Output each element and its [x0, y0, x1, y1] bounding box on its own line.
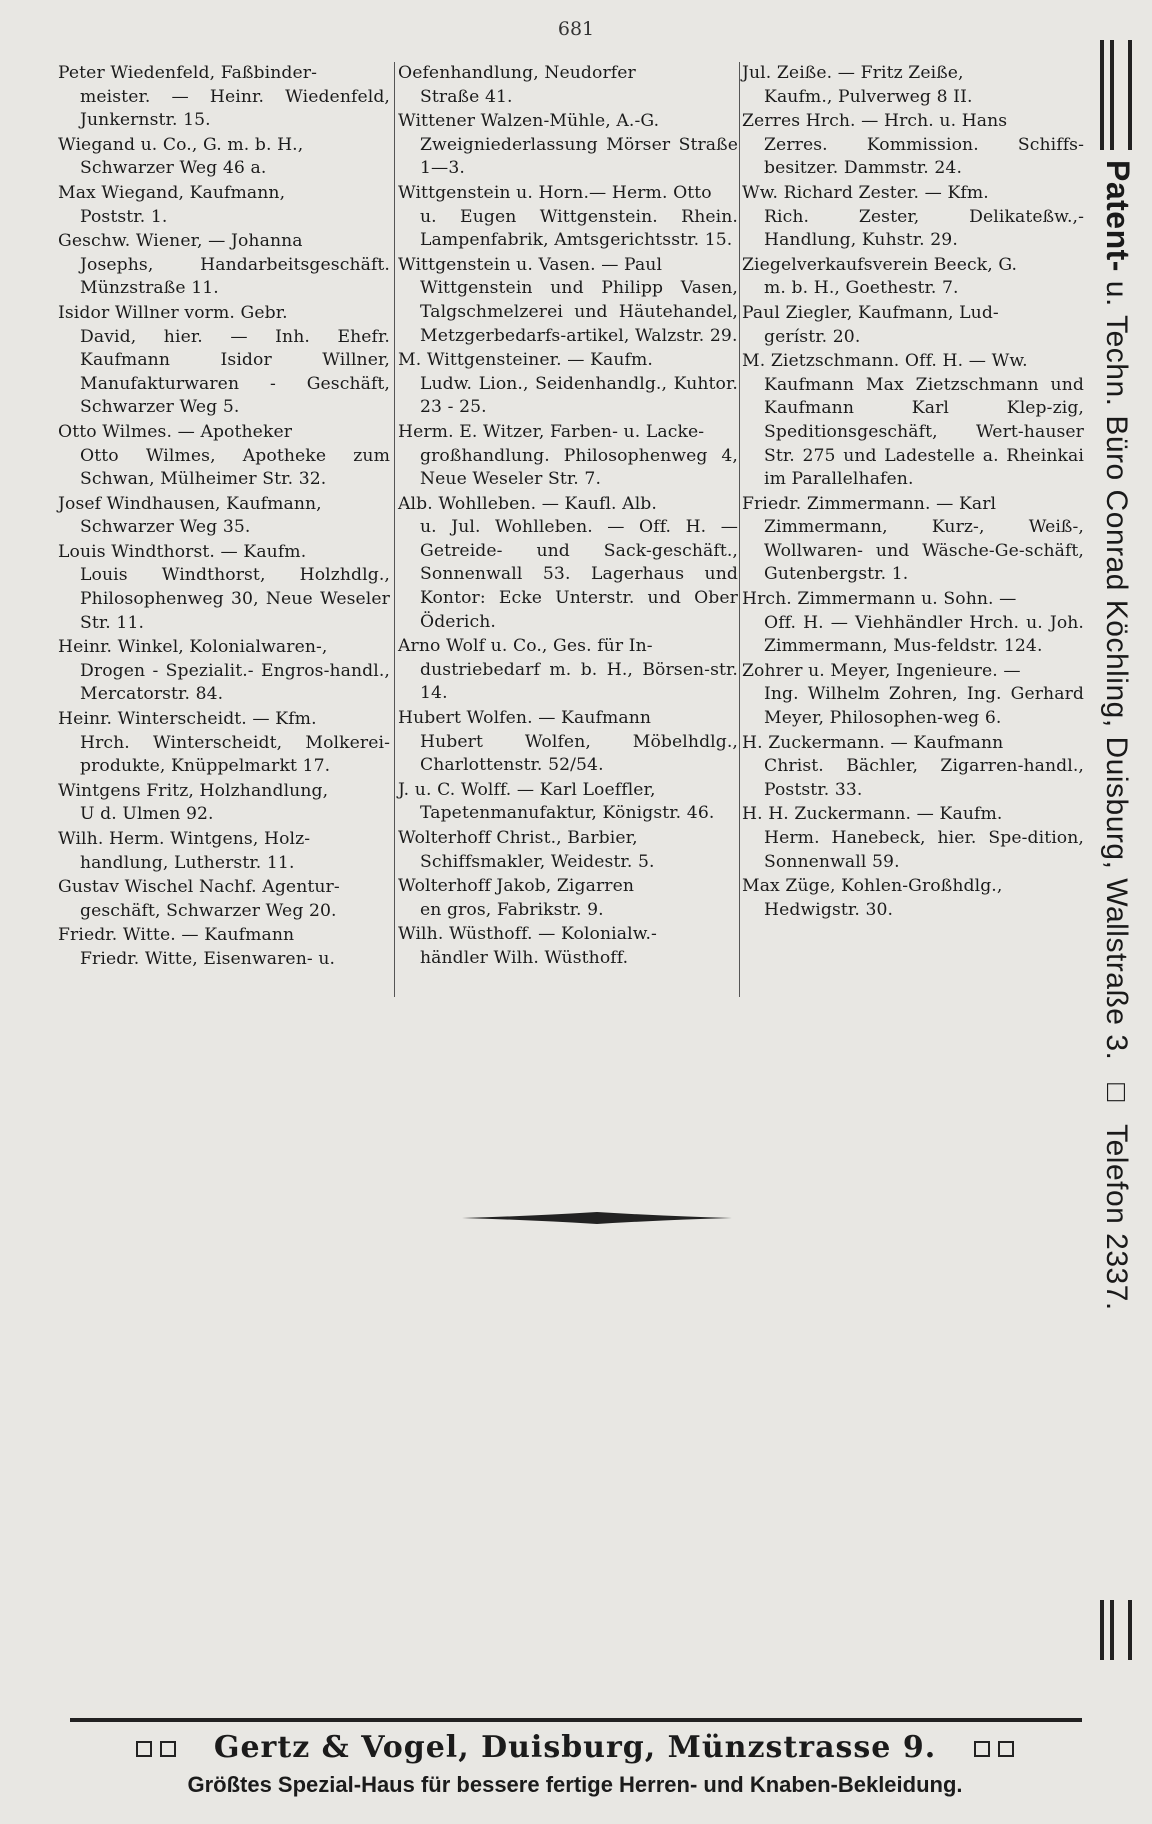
entry-name: Max Wiegand, Kaufmann, — [58, 182, 286, 203]
entry-name: Wolterhoff Christ., Barbier, — [398, 828, 638, 848]
entry-details: Zimmermann, Kurz-, Weiß-, Wollwaren- und Wäsche-Ge-schäft, Gutenbergstr. 1. — [764, 517, 1084, 585]
entry-details: Hrch. Winterscheidt, Molkerei-produkte, Knüppelmarkt 17. — [80, 732, 390, 777]
directory-entry — [398, 62, 738, 109]
directory-column-2 — [398, 62, 738, 972]
directory-entry — [398, 923, 738, 970]
directory-entry — [58, 636, 390, 707]
entry-name: Friedr. Zimmermann. — Karl — [742, 493, 997, 514]
entry-details: David, hier. — Inh. Ehefr. Kaufmann Isidor Willner, Manufakturwaren - Geschäft, Schwarzer Weg 5. — [80, 326, 390, 418]
entry-details: Wittgenstein und Philipp Vasen, Talgschmelzerei und Häutehandel, Metzgerbedarfs-artikel, Walzstr. 29. — [420, 278, 738, 346]
directory-entry — [58, 780, 390, 827]
directory-entry — [58, 493, 390, 540]
entry-name: H. Zuckermann. — Kaufmann — [742, 732, 1004, 753]
entry-details: Tapetenmanufaktur, Königstr. 46. — [420, 803, 715, 824]
directory-entry — [742, 110, 1084, 181]
directory-entry — [58, 182, 390, 229]
sidebar-rule-top — [1100, 40, 1132, 150]
directory-entry — [58, 134, 390, 181]
entry-details: Ludw. Lion., Seidenhandlg., Kuhtor. 23 - 25. — [420, 373, 738, 418]
directory-entry — [742, 588, 1084, 659]
directory-entry — [58, 230, 390, 301]
entry-name: Alb. Wohlleben. — Kaufl. Alb. — [398, 493, 657, 514]
directory-entry — [398, 827, 738, 874]
entry-details: Straße 41. — [420, 86, 513, 107]
directory-column-3 — [742, 62, 1084, 923]
sidebar-phone: Telefon 2337. — [1100, 1124, 1133, 1311]
entry-name: Oefenhandlung, Neudorfer — [398, 63, 636, 83]
entry-details: Kaufmann Max Zietzschmann und Kaufmann Karl Klep-zig, Speditionsgeschäft, Wert-hauser Str. 275 und Ladestelle a. Rheinkai im Parallelhafen. — [764, 374, 1084, 490]
entry-name: Wilh. Herm. Wintgens, Holz- — [58, 829, 311, 849]
entry-name: Geschw. Wiener, — Johanna — [58, 231, 303, 252]
footer-line1: Gertz & Vogel, Duisburg, Münzstrasse 9. — [213, 1730, 937, 1765]
entry-name: H. H. Zuckermann. — Kaufm. — [742, 804, 1003, 825]
entry-details: geschäft, Schwarzer Weg 20. — [80, 900, 337, 921]
square-icon — [136, 1741, 152, 1757]
directory-entry — [398, 182, 738, 253]
entry-details: m. b. H., Goethestr. 7. — [764, 278, 959, 299]
directory-entry — [742, 875, 1084, 922]
entry-name: Zerres Hrch. — Hrch. u. Hans — [742, 111, 1008, 132]
directory-entry — [742, 254, 1084, 301]
entry-name: Wilh. Wüsthoff. — Kolonialw.- — [398, 924, 657, 945]
entry-details: Friedr. Witte, Eisenwaren- u. — [80, 948, 336, 969]
sidebar-rule-bottom — [1100, 1600, 1132, 1660]
directory-entry — [742, 302, 1084, 349]
entry-details: Drogen - Spezialit.- Engros-handl., Mercatorstr. 84. — [80, 660, 390, 705]
entry-name: Wittener Walzen-Mühle, A.-G. — [398, 111, 660, 132]
directory-entry — [58, 541, 390, 635]
entry-name: J. u. C. Wolff. — Karl Loeffler, — [398, 779, 656, 800]
entry-name: Herm. E. Witzer, Farben- u. Lacke- — [398, 421, 705, 442]
sidebar-separator: □ — [1100, 1083, 1133, 1102]
square-icon — [974, 1741, 990, 1757]
entry-name: Paul Ziegler, Kaufmann, Lud- — [742, 302, 999, 323]
directory-entry — [398, 110, 738, 181]
sidebar-title: Patent- — [1100, 160, 1136, 272]
entry-details: Josephs, Handarbeitsgeschäft. Münzstraße 11. — [80, 254, 390, 299]
entry-details: Christ. Bächler, Zigarren-handl., Poststr. 33. — [764, 756, 1084, 800]
directory-entry — [58, 828, 390, 875]
entry-name: Louis Windthorst. — Kaufm. — [58, 541, 307, 562]
directory-entry — [398, 875, 738, 922]
entry-name: Wintgens Fritz, Holzhandlung, — [58, 780, 329, 801]
directory-entry — [742, 350, 1084, 492]
directory-entry — [742, 182, 1084, 253]
sidebar-address: u. Techn. Büro Conrad Köchling, Duisburg, Wallstraße 3. — [1100, 280, 1133, 1061]
directory-entry — [398, 493, 738, 635]
entry-name: Heinr. Winterscheidt. — Kfm. — [58, 709, 317, 730]
entry-details: großhandlung. Philosophenweg 4, Neue Weseler Str. 7. — [420, 445, 738, 490]
entry-details: Otto Wilmes, Apotheke zum Schwan, Mülheimer Str. 32. — [80, 445, 390, 490]
footer-rule — [70, 1718, 1082, 1722]
entry-details: Louis Windthorst, Holzhdlg., Philosophenweg 30, Neue Weseler Str. 11. — [80, 565, 390, 633]
column-divider — [739, 62, 740, 997]
entry-details: Schwarzer Weg 46 a. — [80, 158, 267, 179]
directory-entry — [398, 349, 738, 420]
entry-name: M. Wittgensteiner. — Kaufm. — [398, 350, 653, 371]
entry-details: dustriebedarf m. b. H., Börsen-str. 14. — [420, 659, 738, 704]
entry-name: Gustav Wischel Nachf. Agentur- — [58, 877, 340, 898]
entry-name: Ziegelverkaufsverein Beeck, G. — [742, 254, 1018, 275]
directory-entry — [58, 708, 390, 779]
entry-details: Hedwigstr. 30. — [764, 899, 894, 920]
directory-entry — [58, 421, 390, 492]
entry-name: Ww. Richard Zester. — Kfm. — [742, 182, 989, 203]
sidebar-advertisement — [1099, 160, 1136, 1311]
square-icon — [998, 1741, 1014, 1757]
directory-entry — [58, 924, 390, 971]
entry-details: Rich. Zester, Delikateßw.,-Handlung, Kuhstr. 29. — [764, 206, 1084, 251]
directory-entry — [58, 302, 390, 420]
directory-entry — [398, 707, 738, 778]
directory-entry — [742, 660, 1084, 731]
entry-details: en gros, Fabrikstr. 9. — [420, 899, 604, 920]
entry-name: Hrch. Zimmermann u. Sohn. — — [742, 589, 1017, 610]
directory-entry — [742, 803, 1084, 874]
entry-details: u. Eugen Wittgenstein. Rhein. Lampenfabrik, Amtsgerichtsstr. 15. — [420, 206, 738, 251]
entry-name: Isidor Willner vorm. Gebr. — [58, 302, 288, 323]
directory-entry — [398, 779, 738, 826]
entry-details: handlung, Lutherstr. 11. — [80, 852, 295, 873]
entry-details: Kaufm., Pulverweg 8 II. — [764, 86, 973, 107]
entry-details: Zweigniederlassung Mörser Straße 1—3. — [420, 134, 738, 179]
entry-name: Wolterhoff Jakob, Zigarren — [398, 876, 635, 897]
directory-entry — [398, 421, 738, 492]
footer-advertisement-title — [60, 1730, 1090, 1765]
entry-details: gerístr. 20. — [764, 326, 861, 347]
directory-column-1 — [58, 62, 390, 973]
entry-details: Zerres. Kommission. Schiffs-besitzer. Dammstr. 24. — [764, 134, 1084, 179]
footer-line2: Größtes Spezial-Haus für bessere fertige Herren- und Knaben-Bekleidung. — [187, 1772, 963, 1797]
entry-name: Wittgenstein u. Vasen. — Paul — [398, 254, 663, 275]
entry-details: Hubert Wolfen, Möbelhdlg., Charlottenstr. 52/54. — [420, 731, 738, 776]
ornament-divider — [462, 1210, 732, 1226]
entry-details: Schwarzer Weg 35. — [80, 517, 251, 538]
directory-entry — [742, 493, 1084, 587]
entry-name: Hubert Wolfen. — Kaufmann — [398, 708, 652, 729]
entry-name: Peter Wiedenfeld, Faßbinder- — [58, 63, 318, 83]
directory-entry — [742, 62, 1084, 109]
entry-details: händler Wilh. Wüsthoff. — [420, 947, 629, 968]
entry-details: Ing. Wilhelm Zohren, Ing. Gerhard Meyer, Philosophen-weg 6. — [764, 684, 1084, 729]
entry-name: Arno Wolf u. Co., Ges. für In- — [398, 636, 653, 657]
page-number: 681 — [557, 18, 595, 40]
entry-name: Jul. Zeiße. — Fritz Zeiße, — [742, 63, 964, 83]
entry-name: Zohrer u. Meyer, Ingenieure. — — [742, 660, 1021, 681]
entry-details: meister. — Heinr. Wiedenfeld, Junkernstr. 15. — [80, 86, 390, 131]
entry-name: Wiegand u. Co., G. m. b. H., — [58, 134, 304, 155]
entry-name: Friedr. Witte. — Kaufmann — [58, 925, 295, 946]
entry-details: Off. H. — Viehhändler Hrch. u. Joh. Zimmermann, Mus-feldstr. 124. — [764, 612, 1084, 657]
entry-name: Heinr. Winkel, Kolonialwaren-, — [58, 637, 328, 658]
directory-entry — [58, 876, 390, 923]
entry-name: Max Züge, Kohlen-Großhdlg., — [742, 876, 1003, 897]
entry-details: Poststr. 1. — [80, 206, 168, 227]
directory-entry — [398, 254, 738, 348]
directory-entry — [58, 62, 390, 133]
entry-name: Wittgenstein u. Horn.— Herm. Otto — [398, 182, 712, 203]
entry-details: u. Jul. Wohlleben. — Off. H. — Getreide- und Sack-geschäft., Sonnenwall 53. Lagerhaus und Kontor: Ecke Unterstr. und Ober Öderich. — [420, 517, 738, 632]
directory-entry — [398, 635, 738, 706]
entry-name: Otto Wilmes. — Apotheker — [58, 421, 293, 442]
column-divider — [394, 62, 395, 997]
square-icon — [160, 1741, 176, 1757]
entry-details: Herm. Hanebeck, hier. Spe-dition, Sonnenwall 59. — [764, 828, 1084, 872]
entry-details: U d. Ulmen 92. — [80, 804, 214, 825]
directory-entry — [742, 732, 1084, 803]
entry-details: Schiffsmakler, Weidestr. 5. — [420, 851, 655, 872]
entry-name: Josef Windhausen, Kaufmann, — [58, 493, 322, 514]
entry-name: M. Zietzschmann. Off. H. — Ww. — [742, 351, 1028, 372]
